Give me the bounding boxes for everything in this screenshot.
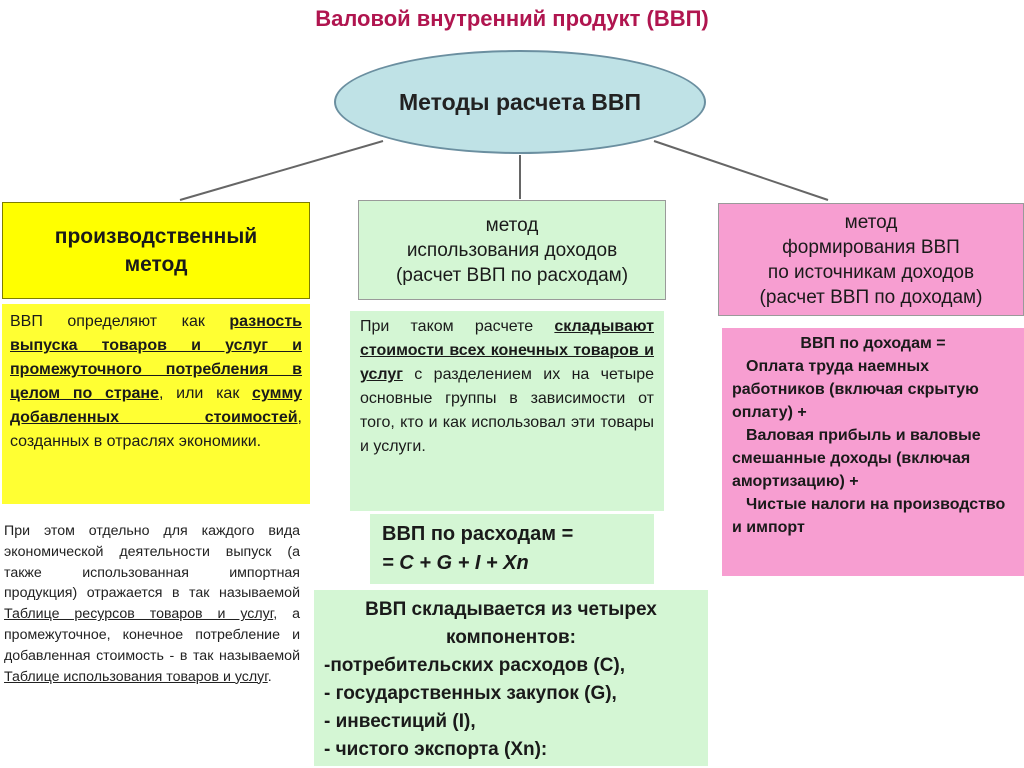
formula-line: = C + G + I + Xn: [382, 552, 529, 574]
note-table-reference: Таблице использования товаров и услуг: [4, 668, 268, 685]
income-item: Оплата труда наемных работников (включая скрытую оплату) +: [732, 358, 979, 421]
income-item: Валовая прибыль и валовые смешанные доходы (включая амортизацию) +: [732, 427, 981, 490]
note-table-reference: Таблице ресурсов товаров и услуг: [4, 606, 274, 623]
component-item: - государственных закупок (G),: [324, 683, 617, 704]
center-label: Методы расчета ВВП: [398, 88, 642, 115]
note-text: .: [267, 668, 272, 685]
note-text: При этом отдельно для каждого вида экономической деятельности выпуск (а также использованная импортная продукция) отражается в так называемой: [4, 523, 300, 602]
production-text: , или как: [158, 385, 253, 402]
expenditure-text-emphasis: складывают стоимости всех конечных товаров и услуг: [360, 318, 654, 383]
income-method-header: [718, 203, 1024, 316]
expenditure-header-line: метод: [485, 214, 539, 236]
note-text: , а промежуточное, конечное потребление и добавленная стоимость - в так называемой: [4, 606, 300, 664]
tables-note: [4, 521, 300, 731]
income-item: Чистые налоги на производство и импорт: [732, 496, 1006, 536]
production-text: , созданных в отраслях экономики.: [10, 409, 302, 450]
components-box: [314, 590, 708, 766]
income-header-line: по источникам доходов: [767, 261, 975, 283]
expenditure-description: [350, 311, 664, 511]
production-text: ВВП определяют как: [10, 313, 230, 330]
expenditure-text: с разделением их на четыре основные группы в зависимости от того, кто и как использовал эти товары и услуги.: [360, 366, 654, 455]
formula-line: ВВП по расходам =: [382, 523, 574, 545]
expenditure-text: При таком расчете: [360, 318, 555, 335]
expenditure-method-header: [358, 200, 666, 300]
production-header-line: производственный: [54, 224, 258, 248]
component-item: - инвестиций (I),: [324, 711, 476, 732]
production-text-emphasis: сумму добавленных стоимостей: [10, 385, 302, 426]
production-description: [2, 304, 310, 504]
income-header-line: (расчет ВВП по доходам): [759, 286, 983, 308]
income-header-line: формирования ВВП: [782, 236, 960, 258]
income-heading: ВВП по доходам =: [800, 335, 946, 352]
connector-right: [654, 141, 828, 200]
connector-left: [180, 141, 383, 200]
production-text-emphasis: разность выпуска товаров и услуг и промежуточного потребления в целом по стране: [10, 313, 302, 402]
expenditure-header-line: (расчет ВВП по расходам): [395, 264, 629, 286]
center-ellipse: [334, 50, 706, 154]
component-item: - чистого экспорта (Xn):: [324, 739, 548, 760]
production-method-header: [2, 202, 310, 299]
income-description: [722, 328, 1024, 576]
page-title: Валовой внутренний продукт (ВВП): [315, 6, 709, 31]
income-header-line: метод: [844, 211, 898, 233]
production-header-line: метод: [124, 252, 188, 276]
components-heading: ВВП складывается из четырех компонентов:: [365, 599, 657, 648]
expenditure-formula: [370, 514, 654, 584]
expenditure-header-line: использования доходов: [406, 239, 618, 261]
component-item: -потребительских расходов (C),: [324, 655, 626, 676]
